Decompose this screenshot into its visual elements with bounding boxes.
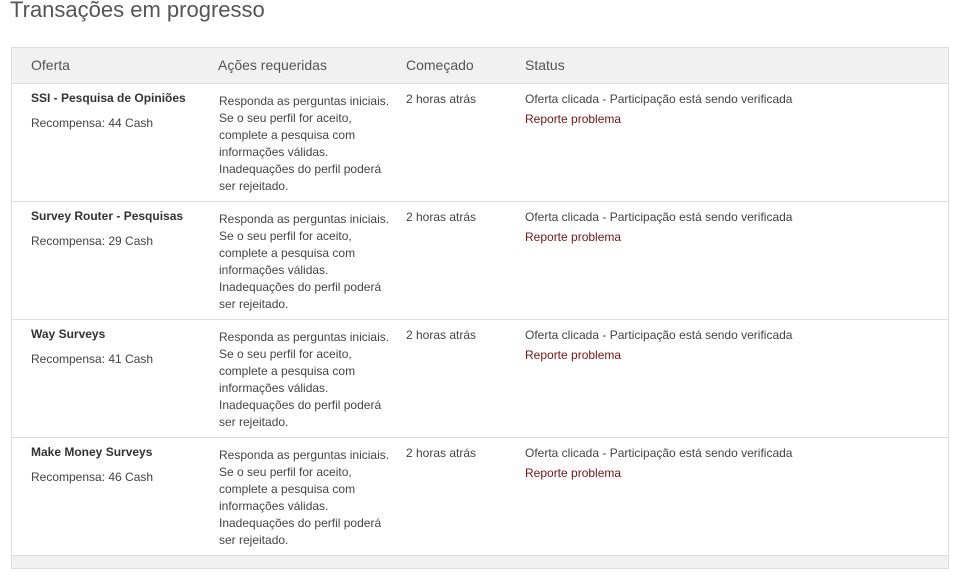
header-status: Status [525, 57, 565, 73]
page-title: Transações em progresso [10, 0, 265, 22]
started-time: 2 horas atrás [406, 328, 477, 342]
offer-name: Survey Router - Pesquisas [31, 209, 184, 223]
offer-reward: Recompensa: 44 Cash [31, 116, 154, 130]
report-problem-link[interactable]: Reporte problema [525, 112, 622, 126]
required-actions: Responda as perguntas iniciais. Se o seu perfil for aceito, complete a pesquisa com informações válidas. Inadequações do perfil poderá ser rejeitado. [219, 448, 390, 547]
status-text: Oferta clicada - Participação está sendo verificada [525, 210, 793, 224]
report-problem-link[interactable]: Reporte problema [525, 348, 622, 362]
started-time: 2 horas atrás [406, 92, 477, 106]
table-row [12, 438, 948, 556]
header-offer: Oferta [31, 57, 70, 73]
offer-name: Way Surveys [31, 327, 106, 341]
status-text: Oferta clicada - Participação está sendo verificada [525, 328, 793, 342]
table-footer [12, 556, 948, 568]
header-actions: Ações requeridas [218, 57, 327, 73]
table-row [12, 84, 948, 202]
offer-reward: Recompensa: 41 Cash [31, 352, 154, 366]
transactions-table [11, 47, 949, 569]
status-text: Oferta clicada - Participação está sendo verificada [525, 92, 793, 106]
status-text: Oferta clicada - Participação está sendo verificada [525, 446, 793, 460]
table-row [12, 202, 948, 320]
required-actions: Responda as perguntas iniciais. Se o seu perfil for aceito, complete a pesquisa com informações válidas. Inadequações do perfil poderá ser rejeitado. [219, 330, 390, 429]
header-started: Começado [406, 57, 474, 73]
table-row [12, 320, 948, 438]
table-header [12, 48, 948, 84]
offer-reward: Recompensa: 29 Cash [31, 234, 154, 248]
started-time: 2 horas atrás [406, 446, 477, 460]
started-time: 2 horas atrás [406, 210, 477, 224]
report-problem-link[interactable]: Reporte problema [525, 230, 622, 244]
offer-name: Make Money Surveys [31, 445, 153, 459]
offer-reward: Recompensa: 46 Cash [31, 470, 154, 484]
required-actions: Responda as perguntas iniciais. Se o seu perfil for aceito, complete a pesquisa com informações válidas. Inadequações do perfil poderá ser rejeitado. [219, 94, 390, 193]
offer-name: SSI - Pesquisa de Opiniões [31, 91, 186, 105]
report-problem-link[interactable]: Reporte problema [525, 466, 622, 480]
required-actions: Responda as perguntas iniciais. Se o seu perfil for aceito, complete a pesquisa com informações válidas. Inadequações do perfil poderá ser rejeitado. [219, 212, 390, 311]
